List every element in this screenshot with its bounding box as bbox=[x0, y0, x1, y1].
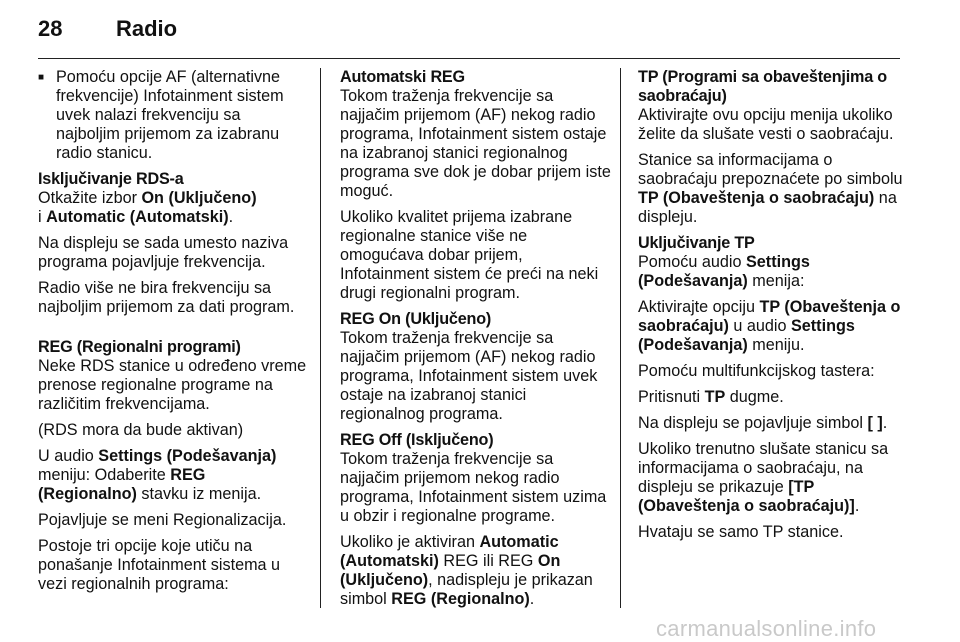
reg-paragraph-2: (RDS mora da bude aktivan) bbox=[38, 421, 244, 439]
column-middle bbox=[340, 68, 612, 616]
auto-reg-paragraph-2: Ukoliko kvalitet prijema izabrane regionalne stanice više ne omogućava dobar prijem, Infotainment sistem će preći na neki drugi regionalni program. bbox=[340, 208, 599, 302]
rds-paragraph-2: Na displeju se sada umesto naziva programa pojavljuje frekvencija. bbox=[38, 234, 289, 271]
tp-paragraph-1: Aktivirajte ovu opciju menija ukoliko želite da slušate vesti o saobraćaju. bbox=[638, 106, 894, 143]
header-rule bbox=[38, 58, 900, 59]
column-left bbox=[38, 68, 308, 601]
watermark: carmanualsonline.info bbox=[656, 616, 877, 641]
reg-paragraph-1: Neke RDS stanice u određeno vreme prenose regionalne programe na različitim frekvencijama. bbox=[38, 357, 307, 413]
rds-heading: Isključivanje RDS-a bbox=[38, 170, 184, 188]
reg-on-heading: REG On (Uključeno) bbox=[340, 310, 492, 328]
reg-paragraph-4: Pojavljuje se meni Regionalizacija. bbox=[38, 511, 287, 529]
tp-on-heading: Uključivanje TP bbox=[638, 234, 755, 252]
column-divider bbox=[620, 68, 621, 608]
reg-off-paragraph-2: Ukoliko je aktiviran Automatic (Automatski) REG ili REG On (Uključeno), nadispleju je prikazan simbol REG (Regionalno). bbox=[340, 533, 593, 608]
tp-on-paragraph-7: Hvataju se samo TP stanice. bbox=[638, 523, 844, 541]
tp-on-paragraph-6: Ukoliko trenutno slušate stanicu sa informacijama o saobraćaju, na displeju se prikazuje [TP (Obaveštenja o saobraćaju)]. bbox=[638, 440, 889, 515]
page-header bbox=[38, 16, 177, 42]
column-divider bbox=[320, 68, 321, 608]
rds-paragraph-3: Radio više ne bira frekvenciju sa najboljim prijemom za dati program. bbox=[38, 279, 295, 316]
auto-reg-paragraph-1: Tokom traženja frekvencije sa najjačim prijemom (AF) nekog radio programa, Infotainment sistem ostaje na izabranoj stanici regionalnog programa sve dok je dobar prijem iste moguć. bbox=[340, 87, 611, 200]
tp-on-paragraph-5: Na displeju se pojavljuje simbol [ ]. bbox=[638, 414, 888, 432]
page-number: 28 bbox=[38, 16, 63, 41]
bullet-text: Pomoću opcije AF (alternativne frekvencije) Infotainment sistem uvek nalazi frekvenciju sa najboljim prijemom za izabranu radio stanicu. bbox=[56, 68, 284, 162]
reg-off-paragraph-1: Tokom traženja frekvencije sa najjačim prijemom nekog radio programa, Infotainment sistem uzima u obzir i regionalne programe. bbox=[340, 450, 607, 525]
tp-on-paragraph-2: Aktivirajte opciju TP (Obaveštenja o saobraćaju) u audio Settings (Podešavanja) meniju. bbox=[638, 298, 901, 354]
tp-paragraph-2: Stanice sa informacijama o saobraćaju prepoznaćete po simbolu TP (Obaveštenja o saobraćaju) na displeju. bbox=[638, 151, 903, 226]
tp-heading: TP (Programi sa obaveštenjima o saobraćaju) bbox=[638, 68, 887, 105]
rds-paragraph-1: Otkažite izbor On (Uključeno) i Automatic (Automatski). bbox=[38, 189, 257, 226]
tp-on-paragraph-1: Pomoću audio Settings (Podešavanja) menija: bbox=[638, 253, 810, 290]
reg-on-paragraph: Tokom traženja frekvencije sa najjačim prijemom (AF) nekog radio programa, Infotainment sistem uvek ostaje na izabranoj stanici regionalnog programa. bbox=[340, 329, 598, 423]
reg-paragraph-3: U audio Settings (Podešavanja) meniju: Odaberite REG (Regionalno) stavku iz menija. bbox=[38, 447, 277, 503]
bullet-item bbox=[38, 68, 308, 163]
tp-on-paragraph-4: Pritisnuti TP dugme. bbox=[638, 388, 784, 406]
auto-reg-heading: Automatski REG bbox=[340, 68, 465, 86]
tp-on-paragraph-3: Pomoću multifunkcijskog tastera: bbox=[638, 362, 875, 380]
reg-paragraph-5: Postoje tri opcije koje utiču na ponašanje Infotainment sistema u vezi regionalnih programa: bbox=[38, 537, 281, 593]
column-right bbox=[638, 68, 904, 549]
bullet-square-icon: ■ bbox=[38, 72, 45, 83]
reg-off-heading: REG Off (Isključeno) bbox=[340, 431, 494, 449]
reg-heading: REG (Regionalni programi) bbox=[38, 338, 241, 356]
page-title: Radio bbox=[116, 16, 178, 41]
